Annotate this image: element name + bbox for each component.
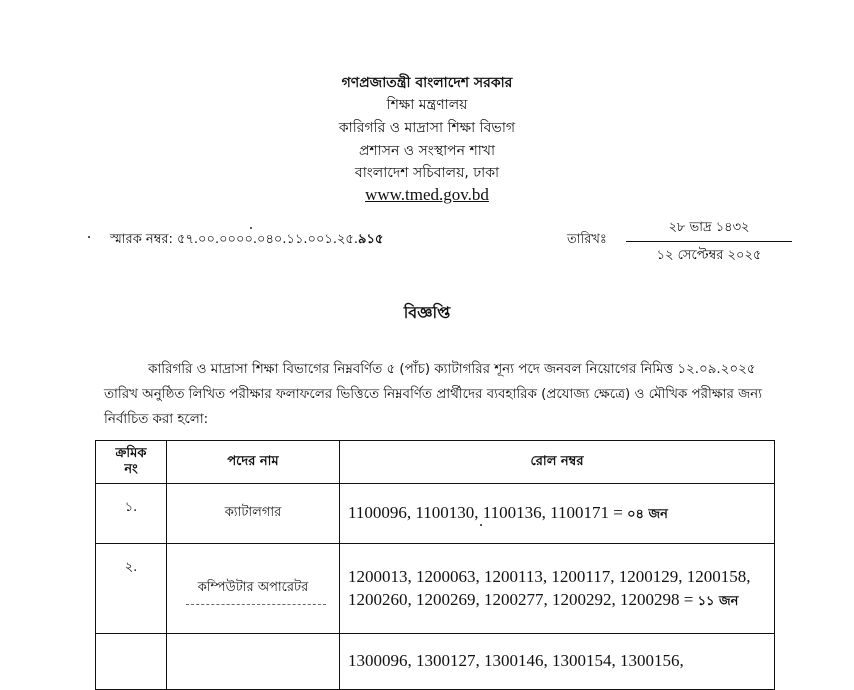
govt-title: গণপ্রজাতন্ত্রী বাংলাদেশ সরকার [341, 75, 513, 91]
table-header-row [96, 441, 775, 484]
website-link[interactable]: www.tmed.gov.bd [365, 185, 489, 204]
notice-title: বিজ্ঞপ্তি [403, 303, 451, 322]
scan-speck [480, 524, 482, 526]
row-post [167, 634, 340, 690]
scan-speck [88, 236, 90, 238]
notice-body [104, 357, 776, 432]
row-count: ০৪ জন [627, 507, 668, 522]
ministry-name: শিক্ষা মন্ত্রণালয় [386, 97, 468, 113]
row-post: ক্যাটালগার [167, 484, 340, 544]
website-row [0, 184, 854, 207]
col-serial: ক্রমিক নং [96, 441, 167, 484]
table-row [96, 634, 775, 690]
row-count: ১১ জন [697, 593, 739, 609]
row-rolls: 1100096, 1100130, 1100136, 1100171 = ০৪ জন [340, 484, 775, 544]
table-row [96, 484, 775, 544]
date-bangla: ২৮ ভাদ্র ১৪৩২ [626, 218, 792, 242]
notice-body-text: কারিগরি ও মাদ্রাসা শিক্ষা বিভাগের নিম্নবর্ণিত ৫ (পাঁচ) ক্যাটাগরির শূন্য পদে জনবল নিয়োগের নিমিত্ত ১২.০৯.২০২৫ তারিখ অনুষ্ঠিত লিখিত পরীক্ষার ফলাফলের ভিত্তিতে নিম্নবর্ণিত প্রার্থীদের ব্যবহারিক (প্রযোজ্য ক্ষেত্রে) ও মৌখিক পরীক্ষার জন্য নির্বাচিত করা হলো: [104, 362, 763, 427]
row-serial: ১. [96, 484, 167, 544]
memo-number-suffix: ৯১৫ [358, 232, 384, 247]
table-row [96, 544, 775, 634]
division-name: কারিগরি ও মাদ্রাসা শিক্ষা বিভাগ [338, 120, 516, 136]
memo-number-prefix: ৫৭.০০.০০০০.০৪০.১১.০০১.২৫. [177, 232, 359, 247]
row-serial: ২. [96, 544, 167, 634]
date-label: তারিখঃ [567, 232, 607, 247]
selection-table [95, 440, 775, 690]
scan-speck [250, 227, 252, 229]
date-gregorian: ১২ সেপ্টেম্বর ২০২৫ [656, 248, 762, 263]
row-serial [96, 634, 167, 690]
memo-label: স্মারক নম্বর: [110, 232, 173, 247]
col-post: পদের নাম [167, 441, 340, 484]
row-post: কম্পিউটার অপারেটর [167, 544, 340, 634]
office-address: বাংলাদেশ সচিবালয়, ঢাকা [354, 165, 500, 181]
scan-artifact-line [186, 604, 326, 605]
row-rolls: 1300096, 1300127, 1300146, 1300154, 1300156, [340, 634, 775, 690]
date-block [626, 218, 792, 267]
row-rolls: 1200013, 1200063, 1200113, 1200117, 1200129, 1200158, 1200260, 1200269, 1200277, 1200292, 1200298 = ১১ জন [340, 544, 775, 634]
branch-name: প্রশাসন ও সংস্থাপন শাখা [358, 143, 496, 159]
col-roll: রোল নম্বর [340, 441, 775, 484]
memo-number [110, 230, 383, 251]
